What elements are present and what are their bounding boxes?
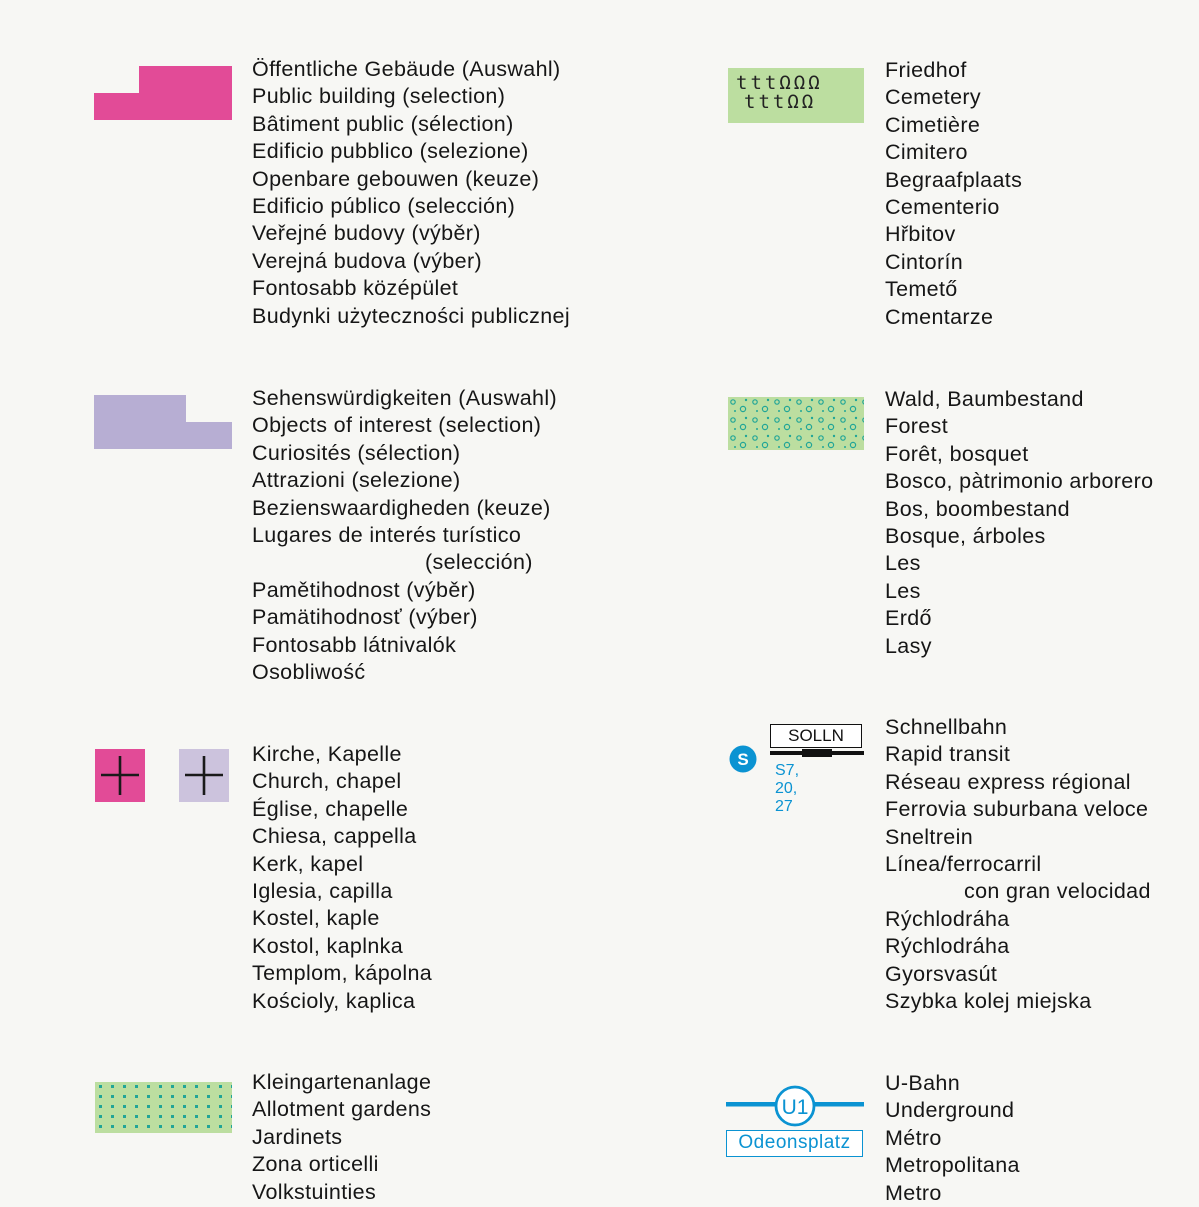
sbahn-badge-icon: [728, 744, 758, 774]
term: Ferrovia suburbana veloce: [885, 797, 1149, 822]
term: Métro: [885, 1125, 942, 1150]
term: Forest: [885, 414, 949, 439]
underground-terms: [885, 1070, 1020, 1207]
term: Les: [885, 578, 921, 603]
term: Wald, Baumbestand: [885, 387, 1084, 411]
term: Réseau express régional: [885, 769, 1131, 794]
term: Metropolitana: [885, 1153, 1020, 1178]
term: Kostel, kaple: [252, 906, 380, 931]
sbahn-station-label: SOLLN: [770, 724, 862, 748]
term: Begraafplaats: [885, 167, 1023, 192]
cemetery-terms: [885, 57, 1022, 331]
public-building-terms: [252, 56, 570, 330]
term: Cimitero: [885, 140, 968, 165]
term: Objects of interest (selection): [252, 413, 542, 438]
term: Friedhof: [885, 58, 967, 82]
ubahn-badge-text: U1: [781, 1096, 809, 1119]
term: Bâtiment public (sélection): [252, 111, 514, 136]
term: Allotment gardens: [252, 1097, 432, 1122]
term: Underground: [885, 1098, 1015, 1123]
term: Edificio público (selección): [252, 194, 516, 219]
term: Curiosités (sélection): [252, 440, 461, 465]
term: Sneltrein: [885, 824, 974, 849]
term: Cmentarze: [885, 304, 994, 329]
term: Fontosabb látnivalók: [252, 632, 457, 657]
term: Edificio pubblico (selezione): [252, 139, 529, 164]
ubahn-station-label: Odeonsplatz: [726, 1130, 863, 1157]
term: Metro: [885, 1180, 942, 1205]
term: Hřbitov: [885, 222, 956, 247]
term: Öffentliche Gebäude (Auswahl): [252, 57, 561, 81]
term: Cementerio: [885, 195, 1000, 220]
term: Lugares de interés turístico: [252, 523, 522, 548]
church-terms: [252, 741, 432, 1015]
term: Bezienswaardigheden (keuze): [252, 495, 551, 520]
term: Rýchlodráha: [885, 934, 1010, 959]
cemetery-glyph-row: tttΩΩ: [744, 91, 817, 113]
term: Lasy: [885, 633, 932, 658]
sbahn-track: [762, 748, 872, 760]
term: Szybka kolej miejska: [885, 989, 1092, 1014]
sbahn-badge-text: S: [737, 750, 749, 769]
cemetery-symbol: [728, 68, 864, 123]
term: Public building (selection): [252, 84, 506, 109]
term: Iglesia, capilla: [252, 879, 393, 904]
term: Volkstuinties: [252, 1179, 377, 1204]
term: Cimetière: [885, 112, 981, 137]
term: Templom, kápolna: [252, 961, 433, 986]
forest-terms: [885, 386, 1153, 660]
objects-of-interest-terms: [252, 385, 557, 686]
term: Osobliwość: [252, 660, 366, 685]
term: Línea/ferrocarril: [885, 852, 1042, 877]
term: Bosco, pàtrimonio arborero: [885, 469, 1154, 494]
term: Kirche, Kapelle: [252, 742, 402, 766]
cemetery-glyphs: [736, 74, 823, 112]
term: Kościoly, kaplica: [252, 988, 416, 1013]
rapid-transit-terms: [885, 714, 1151, 1015]
cemetery-glyph-row: tttΩΩΩ: [736, 72, 823, 94]
public-building-symbol: [94, 66, 234, 122]
term: (selección): [425, 550, 533, 575]
term: Chiesa, cappella: [252, 824, 417, 849]
term: Sehenswürdigkeiten (Auswahl): [252, 386, 557, 410]
term: Cintorín: [885, 249, 964, 274]
term: U-Bahn: [885, 1071, 960, 1095]
sbahn-lines: S7, 20, 27: [775, 762, 800, 815]
term: Pamětihodnost (výběr): [252, 577, 476, 602]
term: con gran velocidad: [964, 879, 1151, 904]
term: Pamätihodnosť (výber): [252, 605, 478, 630]
term: Budynki użyteczności publicznej: [252, 303, 570, 328]
term: Kerk, kapel: [252, 851, 364, 876]
term: Verejná budova (výber): [252, 248, 482, 273]
objects-of-interest-symbol: [94, 395, 234, 451]
term: Temető: [885, 277, 958, 302]
term: Rapid transit: [885, 742, 1011, 767]
term: Bosque, árboles: [885, 524, 1046, 549]
ubahn-line-icon: [724, 1084, 866, 1130]
term: Fontosabb középület: [252, 276, 459, 301]
church-symbol: [95, 749, 235, 805]
term: Kostol, kaplnka: [252, 933, 404, 958]
term: Les: [885, 551, 921, 576]
allotment-gardens-terms: [252, 1069, 431, 1206]
term: Attrazioni (selezione): [252, 468, 461, 493]
term: Église, chapelle: [252, 796, 409, 821]
term: Bos, boombestand: [885, 496, 1070, 521]
term: Jardinets: [252, 1124, 343, 1149]
term: Schnellbahn: [885, 715, 1008, 739]
term: Kleingartenanlage: [252, 1070, 432, 1094]
term: Zona orticelli: [252, 1152, 379, 1177]
forest-symbol: [728, 397, 864, 450]
term: Openbare gebouwen (keuze): [252, 166, 540, 191]
term: Veřejné budovy (výběr): [252, 221, 481, 246]
term: Gyorsvasút: [885, 961, 998, 986]
term: Cemetery: [885, 85, 981, 110]
term: Erdő: [885, 606, 932, 631]
allotment-gardens-symbol: [95, 1082, 235, 1134]
term: Church, chapel: [252, 769, 402, 794]
term: Forêt, bosquet: [885, 441, 1029, 466]
term: Rýchlodráha: [885, 906, 1010, 931]
